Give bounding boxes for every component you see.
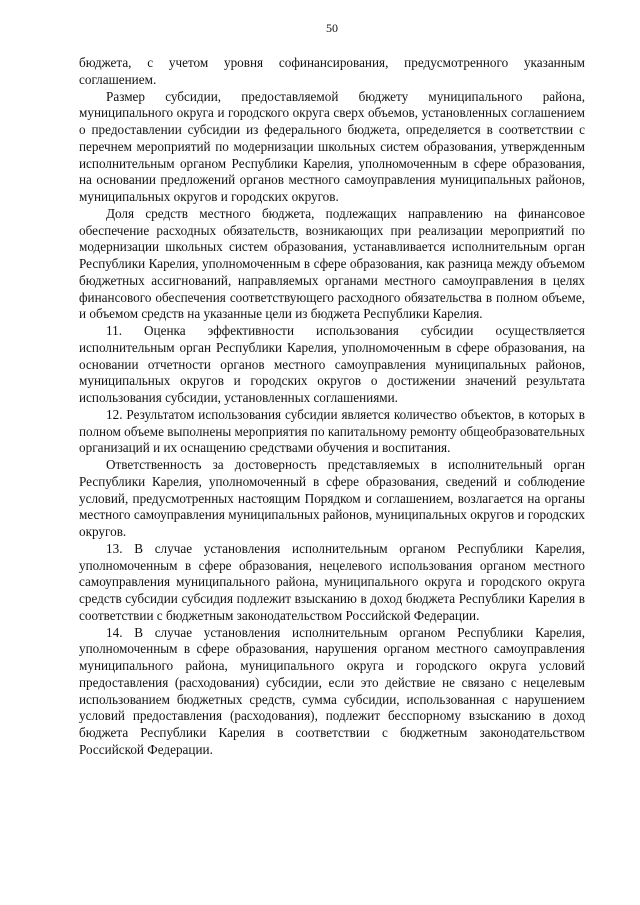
- paragraph: 13. В случае установления исполнительным органом Республики Карелия, уполномоченным в сфере образования, нецелевого использования органом местного самоуправления муниципального района, муниципального округа и городского округа средств субсидии субсидия подлежит взысканию в доход бюджета Республики Карелия в соответствии с бюджетным законодательством Российской Федерации.: [79, 540, 585, 623]
- paragraph: Размер субсидии, предоставляемой бюджету муниципального района, муниципального округа и городского округа сверх объемов, установленных соглашением о предоставлении субсидии из федерального бюджета, определяется в соответствии с перечнем мероприятий по модернизации школьных систем образования, утвержденным исполнительным органом Республики Карелия, уполномоченным в сфере образования, на основании предложений органов местного самоуправления муниципальных районов, муниципальных округов и городских округов.: [79, 88, 585, 204]
- paragraph: Ответственность за достоверность представляемых в исполнительный орган Республики Карелия, уполномоченный в сфере образования, сведений и соблюдение условий, предусмотренных настоящим Порядком и соглашением, возлагается на органы местного самоуправления муниципальных районов, муниципальных округов и городских округов.: [79, 457, 585, 539]
- page-number: 50: [326, 21, 338, 35]
- document-body: [79, 55, 585, 759]
- paragraph: бюджета, с учетом уровня софинансирования, предусмотренного указанным соглашением.: [79, 55, 585, 87]
- paragraph: Доля средств местного бюджета, подлежащих направлению на финансовое обеспечение расходных обязательств, возникающих при реализации мероприятий по модернизации школьных систем образования, устанавливается исполнительным орган Республики Карелия, уполномоченным в сфере образования, как разница между объемом бюджетных ассигнований, направляемых органами местного самоуправления в целях финансового обеспечения соответствующего расходного обязательства в полном объеме, и объемом средств на указанные цели из бюджета Республики Карелия.: [79, 205, 585, 322]
- paragraph: 14. В случае установления исполнительным органом Республики Карелия, уполномоченным в сфере образования, нарушения органом местного самоуправления муниципального района, муниципального округа и городского округа условий предоставления (расходования) субсидии, если это действие не связано с нецелевым использованием бюджетных средств, сумма субсидии, использованная с нарушением условий предоставления (расходования), подлежит бесспорному взысканию в доход бюджета Республики Карелия в соответствии с бюджетным законодательством Российской Федерации.: [79, 624, 585, 757]
- paragraph: 11. Оценка эффективности использования субсидии осуществляется исполнительным орган Республики Карелия, уполномоченным в сфере образования, на основании отчетности органов местного самоуправления муниципальных районов, муниципальных округов и городских округов о достижении значений результата использования субсидии, установленных соглашениями.: [79, 323, 585, 405]
- paragraph: 12. Результатом использования субсидии является количество объектов, в которых в полном объеме выполнены мероприятия по капитальному ремонту общеобразовательных организаций и их оснащению средствами обучения и воспитания.: [79, 406, 585, 456]
